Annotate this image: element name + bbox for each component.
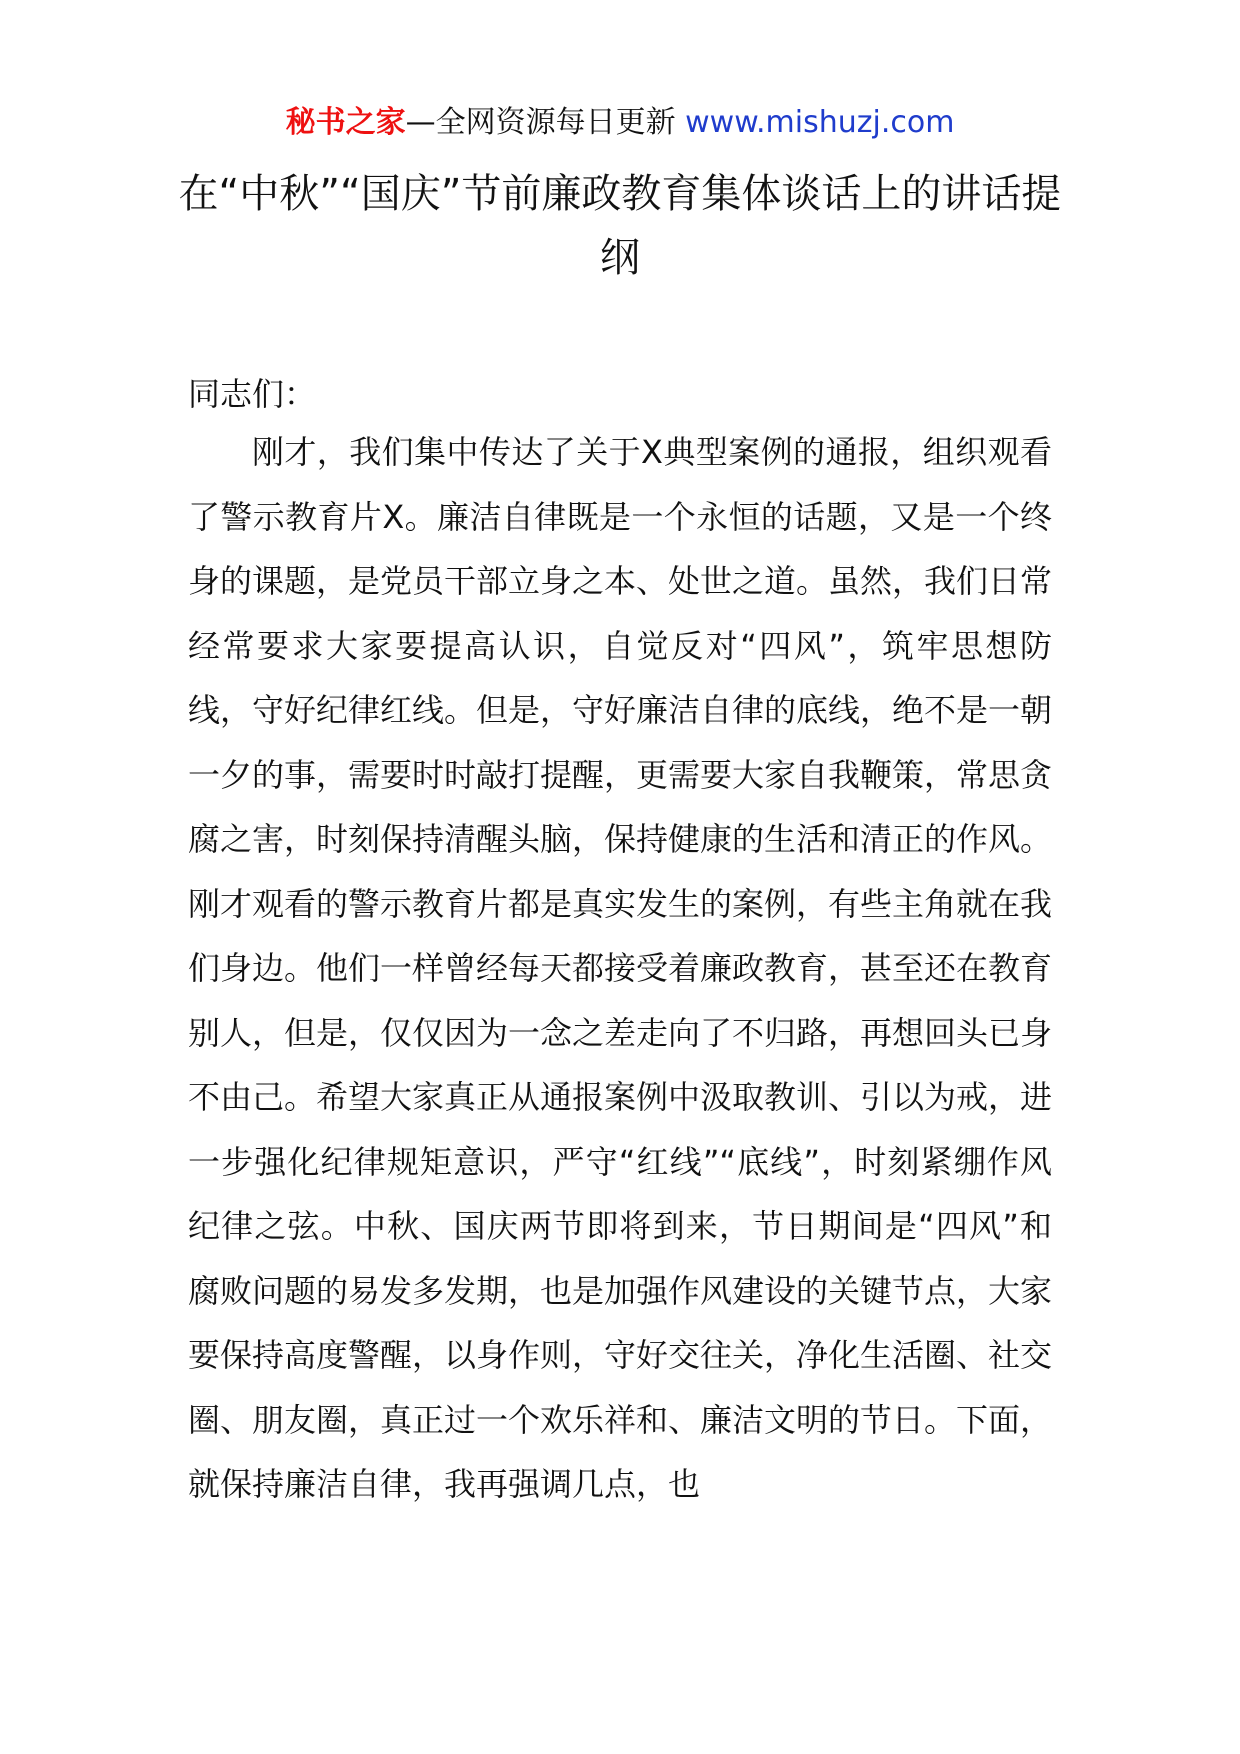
document-title: 在“中秋”“国庆”节前廉政教育集体谈话上的讲话提纲 [178,171,1062,281]
site-url-link[interactable]: www.mishuzj.com [685,105,955,140]
salutation: 同志们： [188,375,317,413]
header-tagline: —全网资源每日更新 [405,105,686,140]
site-header [0,100,1240,146]
body-paragraph: 刚才，我们集中传达了关于X典型案例的通报，组织观看了警示教育片X。廉洁自律既是一个永恒的话题，又是一个终身的课题，是党员干部立身之本、处世之道。虽然，我们日常经常要求大家要提高认识，自觉反对“四风”，筑牢思想防线，守好纪律红线。但是，守好廉洁自律的底线，绝不是一朝一夕的事，需要时时敲打提醒，更需要大家自我鞭策，常思贪腐之害，时刻保持清醒头脑，保持健康的生活和清正的作风。刚才观看的警示教育片都是真实发生的案例，有些主角就在我们身边。他们一样曾经每天都接受着廉政教育，甚至还在教育别人，但是，仅仅因为一念之差走向了不归路，再想回头已身不由己。希望大家真正从通报案例中汲取教训、引以为戒，进一步强化纪律规矩意识，严守“红线”“底线”，时刻紧绷作风纪律之弦。中秋、国庆两节即将到来，节日期间是“四风”和腐败问题的易发多发期，也是加强作风建设的关键节点，大家要保持高度警醒，以身作则，守好交往关，净化生活圈、社交圈、朋友圈，真正过一个欢乐祥和、廉洁文明的节日。下面，就保持廉洁自律，我再强调几点，也 [188,433,1053,1503]
brand-name: 秘书之家 [285,105,406,140]
